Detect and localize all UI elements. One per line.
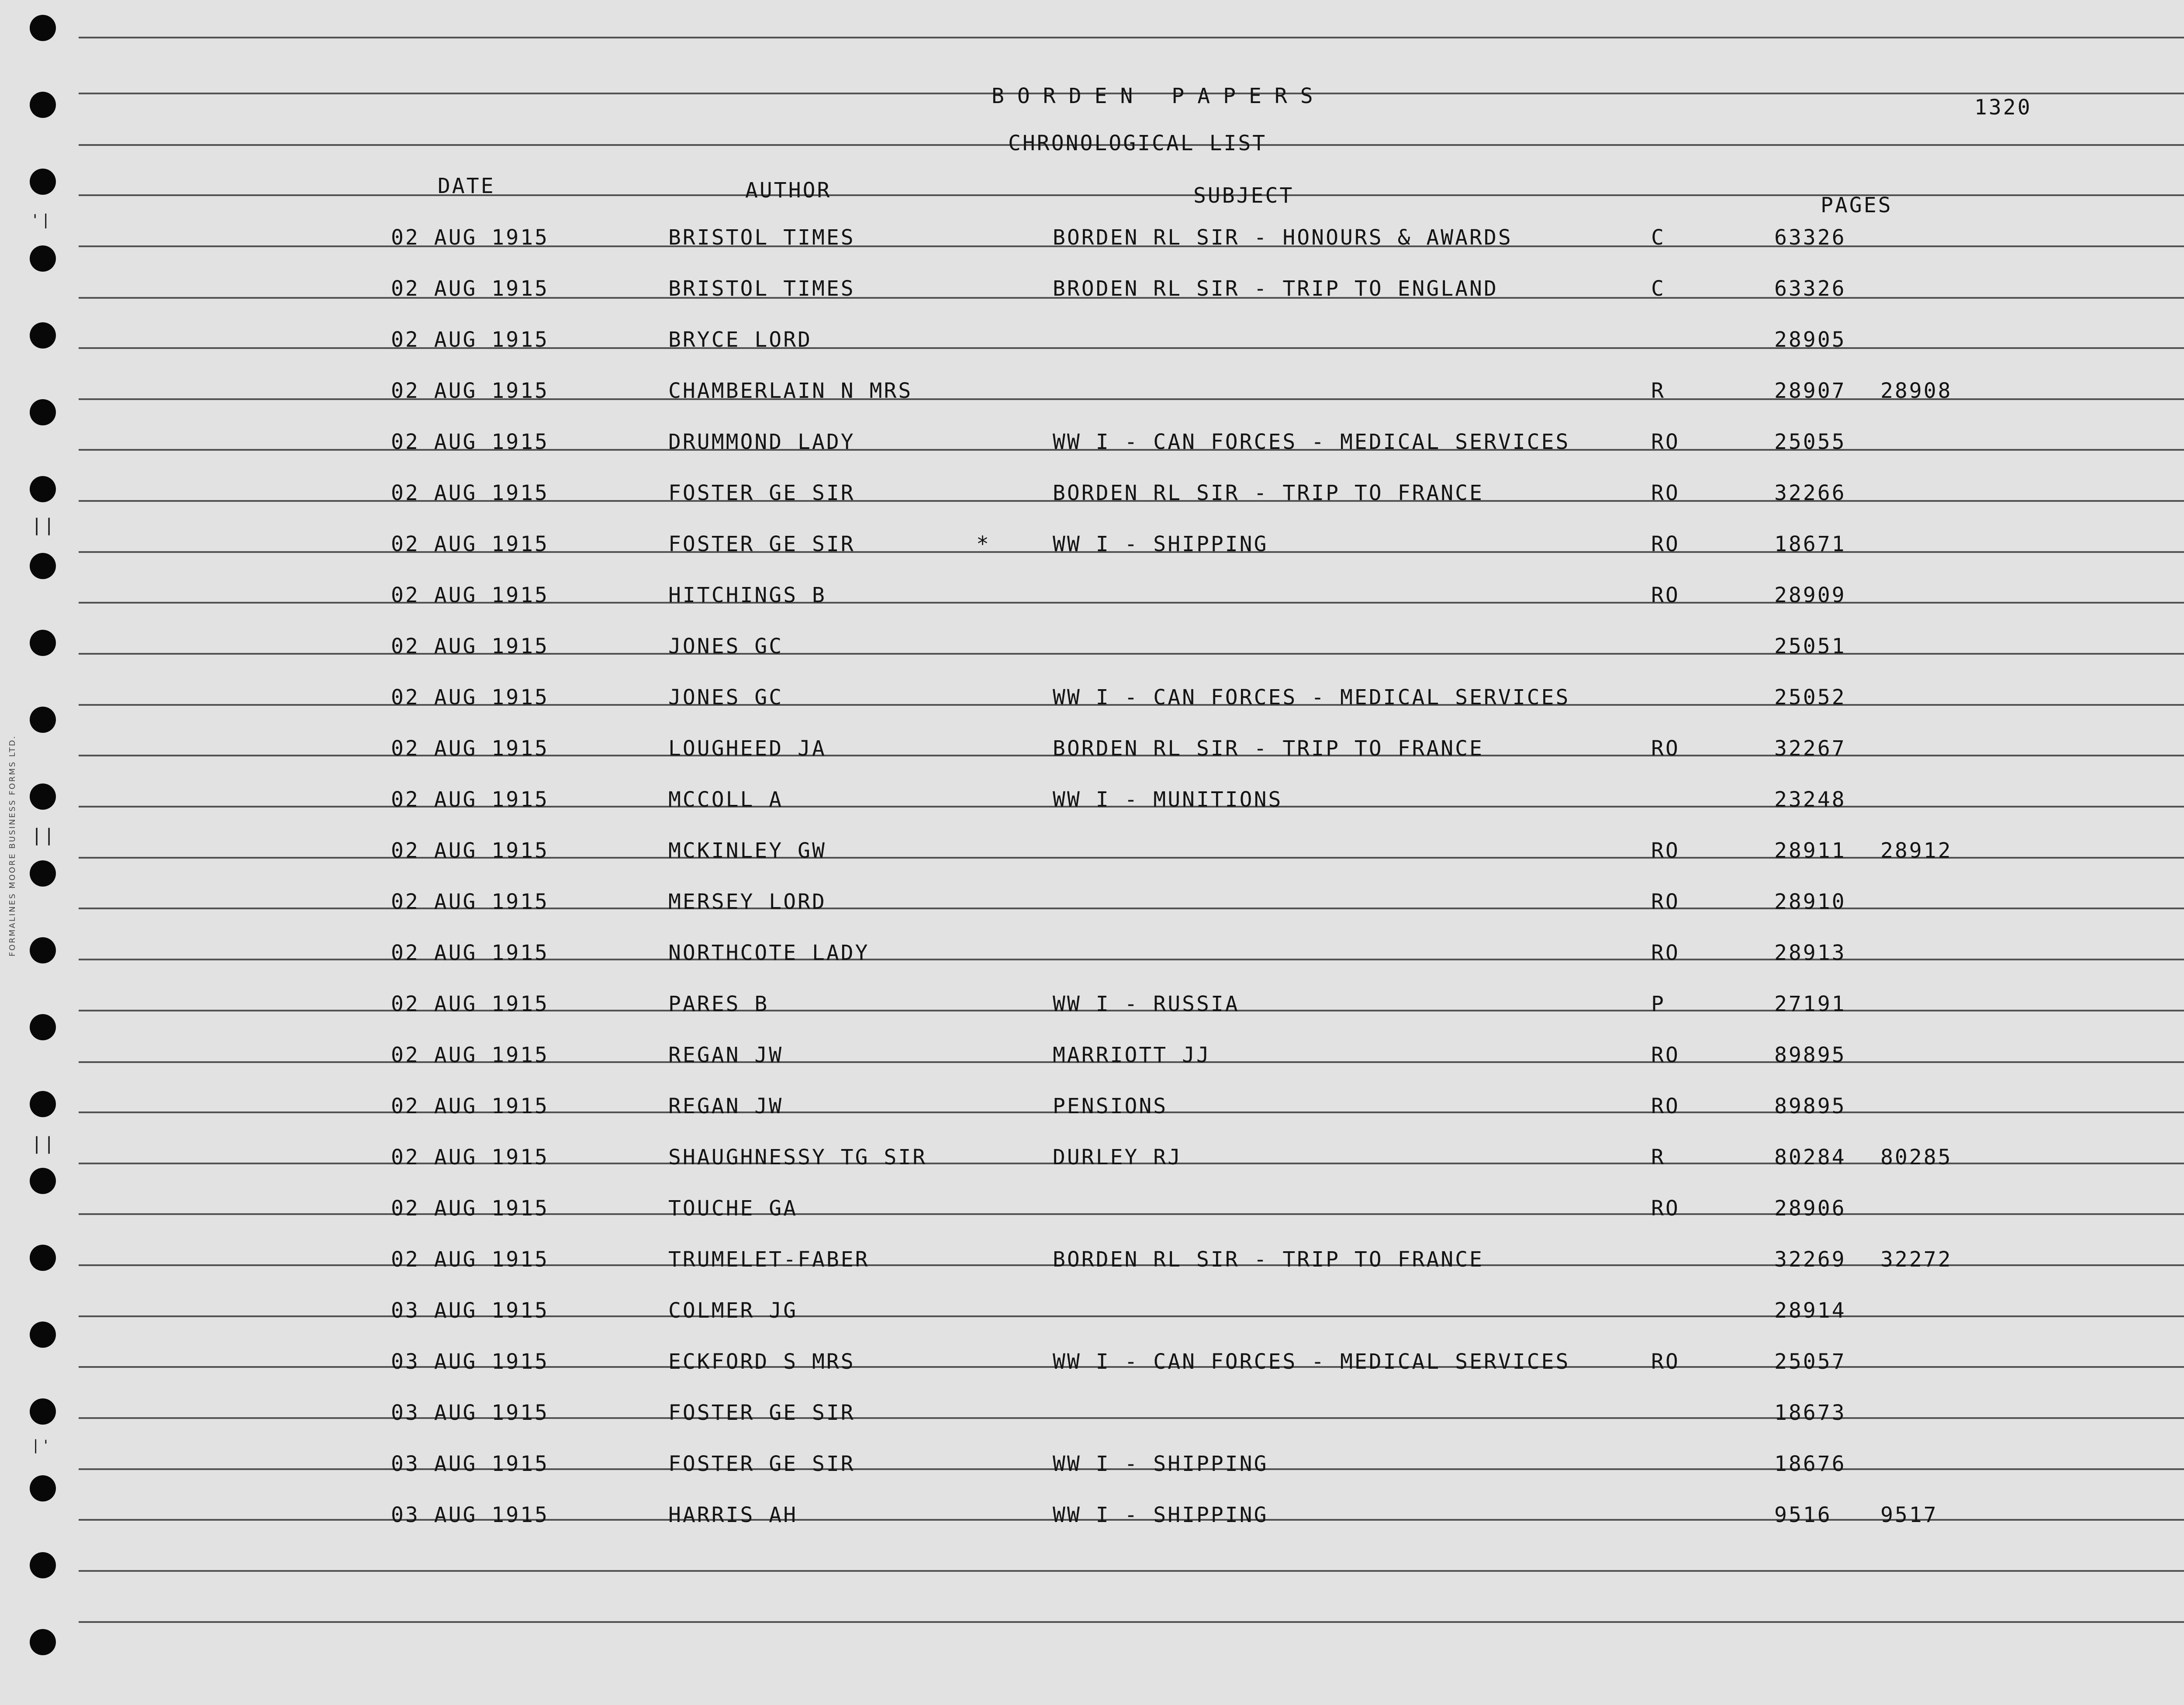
table-row (0, 685, 2184, 711)
perforation-mark-icon: |' (31, 1437, 52, 1453)
entry-date: 03 AUG 1915 (391, 1452, 549, 1476)
entry-page-end: 28912 (1880, 839, 1952, 863)
entry-date: 02 AUG 1915 (391, 634, 549, 659)
entry-subject: BORDEN RL SIR - HONOURS & AWARDS (1053, 225, 1513, 250)
entry-page-start: 27191 (1774, 992, 1846, 1016)
entry-page-start: 28910 (1774, 890, 1846, 914)
entry-code: C (1651, 225, 1666, 250)
entry-date: 02 AUG 1915 (391, 276, 549, 301)
entry-date: 03 AUG 1915 (391, 1503, 549, 1527)
column-header-date: DATE (438, 174, 495, 198)
entry-code: R (1651, 379, 1666, 403)
entry-author: HITCHINGS B (668, 583, 826, 607)
entry-author: MERSEY LORD (668, 890, 826, 914)
entry-code: RO (1651, 430, 1680, 454)
entry-code: RO (1651, 481, 1680, 505)
entry-subject: WW I - SHIPPING (1053, 1452, 1268, 1476)
feed-hole-icon (30, 1014, 56, 1040)
entry-page-start: 23248 (1774, 787, 1846, 812)
entry-author: BRISTOL TIMES (668, 225, 855, 250)
entry-date: 02 AUG 1915 (391, 941, 549, 965)
feed-hole-icon (30, 15, 56, 41)
entry-date: 02 AUG 1915 (391, 1094, 549, 1118)
entry-page-start: 28907 (1774, 379, 1846, 403)
entry-subject: WW I - SHIPPING (1053, 1503, 1268, 1527)
table-row (0, 1145, 2184, 1171)
entry-author: JONES GC (668, 685, 784, 710)
entry-date: 02 AUG 1915 (391, 225, 549, 250)
ruled-line (79, 37, 2184, 38)
entry-subject: BORDEN RL SIR - TRIP TO FRANCE (1053, 1247, 1484, 1272)
entry-page-start: 28906 (1774, 1196, 1846, 1221)
entry-author: PARES B (668, 992, 769, 1016)
entry-date: 02 AUG 1915 (391, 787, 549, 812)
entry-subject: MARRIOTT JJ (1053, 1043, 1211, 1067)
entry-author: MCKINLEY GW (668, 839, 826, 863)
entry-page-start: 25055 (1774, 430, 1846, 454)
ruled-line (79, 1621, 2184, 1623)
table-row (0, 941, 2184, 967)
entry-author: JONES GC (668, 634, 784, 659)
perforation-mark-icon: || (31, 825, 56, 846)
entry-page-end: 80285 (1880, 1145, 1952, 1170)
entry-date: 02 AUG 1915 (391, 839, 549, 863)
entry-subject: WW I - CAN FORCES - MEDICAL SERVICES (1053, 685, 1570, 710)
entry-date: 02 AUG 1915 (391, 379, 549, 403)
entry-page-start: 89895 (1774, 1094, 1846, 1118)
entry-code: RO (1651, 1196, 1680, 1221)
entry-date: 03 AUG 1915 (391, 1298, 549, 1323)
feed-hole-icon (30, 169, 56, 195)
table-row (0, 481, 2184, 507)
entry-page-start: 9516 (1774, 1503, 1832, 1527)
table-row (0, 634, 2184, 660)
entry-code: P (1651, 992, 1666, 1016)
entry-page-start: 89895 (1774, 1043, 1846, 1067)
entry-subject: WW I - CAN FORCES - MEDICAL SERVICES (1053, 1350, 1570, 1374)
entry-page-start: 28913 (1774, 941, 1846, 965)
table-row (0, 787, 2184, 814)
feed-hole-icon (30, 1552, 56, 1578)
table-row (0, 1401, 2184, 1427)
entry-subject: BORDEN RL SIR - TRIP TO FRANCE (1053, 481, 1484, 505)
table-row (0, 1503, 2184, 1529)
entry-flag: * (976, 532, 991, 556)
entry-subject: WW I - CAN FORCES - MEDICAL SERVICES (1053, 430, 1570, 454)
column-header-author: AUTHOR (745, 178, 832, 203)
table-row (0, 430, 2184, 456)
column-header-pages: PAGES (1821, 193, 1893, 217)
table-row (0, 839, 2184, 865)
table-row (0, 1452, 2184, 1478)
entry-author: TOUCHE GA (668, 1196, 798, 1221)
entry-code: RO (1651, 1094, 1680, 1118)
table-row (0, 1350, 2184, 1376)
entry-page-start: 18671 (1774, 532, 1846, 556)
perforation-mark-icon: || (31, 515, 56, 535)
table-row (0, 1094, 2184, 1120)
entry-page-start: 63326 (1774, 225, 1846, 250)
entry-page-start: 32267 (1774, 736, 1846, 761)
entry-author: COLMER JG (668, 1298, 798, 1323)
entry-page-start: 28905 (1774, 328, 1846, 352)
entry-page-start: 32269 (1774, 1247, 1846, 1272)
entry-page-start: 63326 (1774, 276, 1846, 301)
entry-code: R (1651, 1145, 1666, 1170)
table-row (0, 532, 2184, 558)
perforation-mark-icon: '| (31, 211, 52, 229)
entry-page-end: 32272 (1880, 1247, 1952, 1272)
series-title: BORDEN PAPERS (992, 84, 1326, 108)
entry-page-start: 32266 (1774, 481, 1846, 505)
entry-page-end: 9517 (1880, 1503, 1938, 1527)
entry-code: RO (1651, 890, 1680, 914)
table-row (0, 583, 2184, 609)
entry-subject: PENSIONS (1053, 1094, 1168, 1118)
entry-page-start: 28914 (1774, 1298, 1846, 1323)
entry-author: BRISTOL TIMES (668, 276, 855, 301)
entry-date: 03 AUG 1915 (391, 1401, 549, 1425)
entry-page-start: 28909 (1774, 583, 1846, 607)
entry-author: LOUGHEED JA (668, 736, 826, 761)
entry-date: 02 AUG 1915 (391, 1043, 549, 1067)
table-row (0, 1247, 2184, 1274)
entry-page-start: 25051 (1774, 634, 1846, 659)
entry-author: NORTHCOTE LADY (668, 941, 870, 965)
entry-page-start: 25052 (1774, 685, 1846, 710)
entry-date: 02 AUG 1915 (391, 532, 549, 556)
entry-subject: DURLEY RJ (1053, 1145, 1182, 1170)
entry-page-start: 28911 (1774, 839, 1846, 863)
entry-page-end: 28908 (1880, 379, 1952, 403)
entry-date: 02 AUG 1915 (391, 1247, 549, 1272)
entry-date: 03 AUG 1915 (391, 1350, 549, 1374)
entry-page-start: 80284 (1774, 1145, 1846, 1170)
entry-code: C (1651, 276, 1666, 301)
entry-date: 02 AUG 1915 (391, 430, 549, 454)
entry-code: RO (1651, 532, 1680, 556)
entry-date: 02 AUG 1915 (391, 890, 549, 914)
entry-subject: WW I - SHIPPING (1053, 532, 1268, 556)
table-row (0, 379, 2184, 405)
entry-page-start: 25057 (1774, 1350, 1846, 1374)
table-row (0, 225, 2184, 252)
entry-date: 02 AUG 1915 (391, 685, 549, 710)
entry-author: REGAN JW (668, 1094, 784, 1118)
entry-author: HARRIS AH (668, 1503, 798, 1527)
entry-date: 02 AUG 1915 (391, 736, 549, 761)
entry-page-start: 18673 (1774, 1401, 1846, 1425)
entry-author: FOSTER GE SIR (668, 1452, 855, 1476)
entry-code: RO (1651, 839, 1680, 863)
feed-hole-icon (30, 1322, 56, 1348)
table-row (0, 1043, 2184, 1069)
entry-page-start: 18676 (1774, 1452, 1846, 1476)
table-row (0, 276, 2184, 303)
entry-author: ECKFORD S MRS (668, 1350, 855, 1374)
entry-code: RO (1651, 736, 1680, 761)
entry-author: FOSTER GE SIR (668, 532, 855, 556)
feed-hole-icon (30, 1629, 56, 1655)
entry-author: FOSTER GE SIR (668, 1401, 855, 1425)
column-header-subject: SUBJECT (1193, 183, 1294, 208)
list-title: CHRONOLOGICAL LIST (1008, 131, 1267, 155)
feed-hole-icon (30, 1475, 56, 1501)
entry-author: FOSTER GE SIR (668, 481, 855, 505)
entry-date: 02 AUG 1915 (391, 1196, 549, 1221)
entry-subject: BORDEN RL SIR - TRIP TO FRANCE (1053, 736, 1484, 761)
entry-date: 02 AUG 1915 (391, 328, 549, 352)
table-row (0, 890, 2184, 916)
form-imprint: FORMALINES MOORE BUSINESS FORMS LTD. (8, 735, 17, 956)
entry-author: CHAMBERLAIN N MRS (668, 379, 913, 403)
table-row (0, 1298, 2184, 1325)
ruled-line (79, 1570, 2184, 1572)
entry-code: RO (1651, 583, 1680, 607)
entry-date: 02 AUG 1915 (391, 583, 549, 607)
perforation-mark-icon: || (31, 1134, 56, 1154)
feed-hole-icon (30, 92, 56, 118)
table-row (0, 992, 2184, 1018)
entry-subject: WW I - RUSSIA (1053, 992, 1240, 1016)
entry-date: 02 AUG 1915 (391, 992, 549, 1016)
table-row (0, 736, 2184, 763)
entry-code: RO (1651, 1043, 1680, 1067)
feed-hole-icon (30, 1168, 56, 1194)
entry-date: 02 AUG 1915 (391, 1145, 549, 1170)
entry-author: DRUMMOND LADY (668, 430, 855, 454)
sheet-number: 1320 (1974, 95, 2032, 120)
entry-author: TRUMELET-FABER (668, 1247, 870, 1272)
entry-author: REGAN JW (668, 1043, 784, 1067)
entry-code: RO (1651, 1350, 1680, 1374)
table-row (0, 328, 2184, 354)
entry-author: MCCOLL A (668, 787, 784, 812)
entry-code: RO (1651, 941, 1680, 965)
entry-date: 02 AUG 1915 (391, 481, 549, 505)
entry-subject: BRODEN RL SIR - TRIP TO ENGLAND (1053, 276, 1498, 301)
entry-author: BRYCE LORD (668, 328, 812, 352)
table-row (0, 1196, 2184, 1222)
entry-author: SHAUGHNESSY TG SIR (668, 1145, 927, 1170)
entry-subject: WW I - MUNITIONS (1053, 787, 1283, 812)
